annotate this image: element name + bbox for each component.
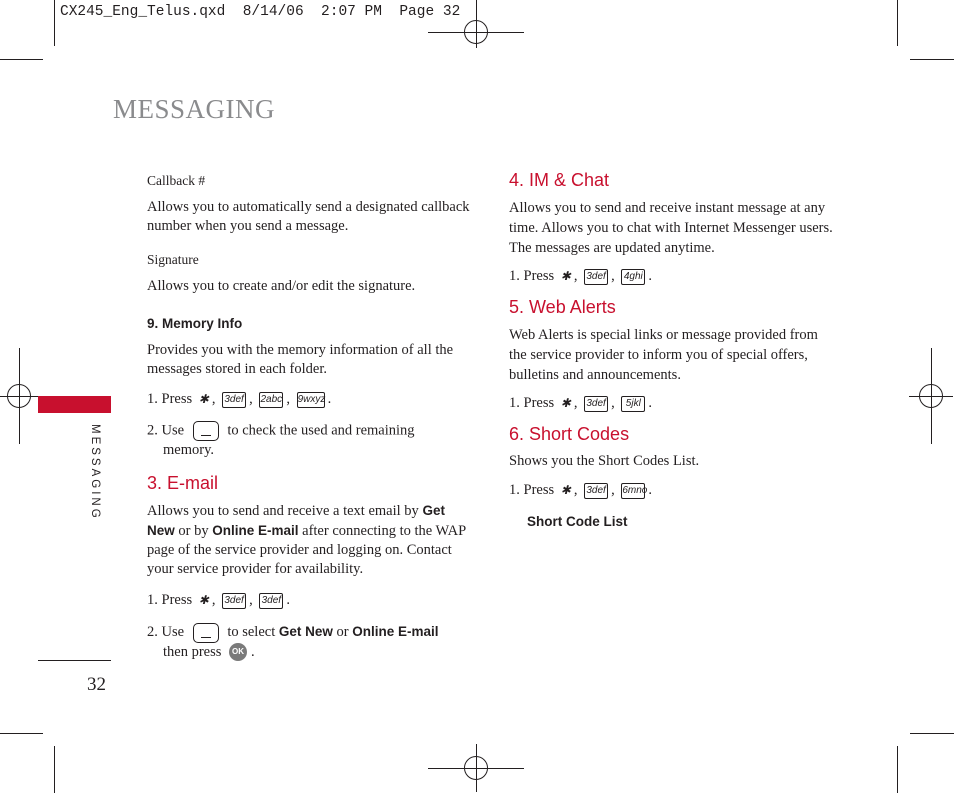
im-chat-step-text: 1. Press bbox=[509, 268, 555, 284]
section-title: MESSAGING bbox=[113, 94, 276, 124]
memory-step-2 bbox=[147, 421, 472, 460]
short-codes-step-text: 1. Press bbox=[509, 482, 555, 498]
memory-info-heading: 9. Memory Info bbox=[147, 316, 243, 331]
left-column bbox=[147, 171, 472, 662]
email-body-2: or by bbox=[178, 523, 209, 539]
crop-mark-top-left-v bbox=[54, 0, 55, 46]
im-chat-body: Allows you to send and receive instant message at any time. Allows you to chat with Internet Messenger users. The messages are updated anytime. bbox=[509, 200, 833, 256]
web-alerts-step: 1. Press ✱ , 3def , 5jkl . bbox=[509, 395, 652, 411]
email-step-1-text: 1. Press bbox=[147, 592, 193, 608]
memory-step-2-lead: 2. Use bbox=[147, 422, 185, 439]
callback-heading: Callback # bbox=[147, 173, 206, 188]
soft-key-icon: ✱ bbox=[560, 396, 571, 410]
email-step-2-lead: 2. Use bbox=[147, 624, 185, 640]
email-body bbox=[147, 501, 472, 579]
short-codes-step: 1. Press ✱ , 3def , 6mno. bbox=[509, 482, 652, 498]
email-step-2-end: then press bbox=[163, 643, 222, 660]
soft-key-icon: ✱ bbox=[560, 483, 571, 497]
page-number-rule bbox=[38, 660, 111, 661]
im-chat-heading: 4. IM & Chat bbox=[509, 170, 610, 190]
key-5-icon: 5jkl bbox=[621, 396, 645, 412]
soft-key-icon: ✱ bbox=[560, 269, 571, 283]
key-6-icon: 6mno bbox=[621, 483, 645, 499]
email-body-1: Allows you to send and receive a text email by bbox=[147, 503, 419, 519]
crop-mark-bottom-right-h bbox=[910, 733, 954, 734]
key-3-icon: 3def bbox=[222, 593, 246, 609]
key-9-icon: 9wxyz bbox=[297, 392, 325, 408]
key-3-icon: 3def bbox=[584, 483, 608, 499]
web-alerts-step-text: 1. Press bbox=[509, 395, 555, 411]
email-step-1: 1. Press ✱ , 3def , 3def . bbox=[147, 592, 290, 608]
short-code-list-label: Short Code List bbox=[527, 514, 628, 529]
web-alerts-body: Web Alerts is special links or message provided from the service provider to inform you of special offers, bulletins and announcements. bbox=[509, 327, 818, 383]
soft-key-icon: ✱ bbox=[198, 392, 209, 406]
crop-mark-top-left-h bbox=[0, 59, 43, 60]
memory-step-1: 1. Press ✱ , 3def , 2abc , 9wxyz . bbox=[147, 391, 332, 407]
memory-step-1-text: 1. Press bbox=[147, 391, 193, 407]
signature-heading: Signature bbox=[147, 252, 199, 267]
crop-mark-bottom-right-v bbox=[897, 746, 898, 793]
email-body-3: after connecting to the WAP page of the service provider and logging on. Contact your service provider for availability. bbox=[147, 523, 466, 577]
web-alerts-heading: 5. Web Alerts bbox=[509, 297, 616, 317]
email-step-2-online: Online E-mail bbox=[352, 624, 439, 639]
short-codes-body: Shows you the Short Codes List. bbox=[509, 453, 700, 469]
short-codes-heading: 6. Short Codes bbox=[509, 424, 630, 444]
callback-body: Allows you to automatically send a designated callback number when you send a message. bbox=[147, 199, 470, 234]
side-tab-label: MESSAGING bbox=[89, 424, 101, 521]
signature-body: Allows you to create and/or edit the signature. bbox=[147, 278, 416, 294]
crop-mark-bottom-left-h bbox=[0, 733, 43, 734]
email-get-new: Get New bbox=[147, 503, 445, 538]
crop-mark-top-right-v bbox=[897, 0, 898, 46]
navigation-key-icon bbox=[193, 421, 219, 441]
email-step-2-or: or bbox=[336, 624, 349, 640]
key-3-icon: 3def bbox=[222, 392, 246, 408]
right-column bbox=[509, 171, 839, 531]
memory-step-2-end: memory. bbox=[163, 442, 215, 458]
soft-key-icon: ✱ bbox=[198, 593, 209, 607]
section-tab-marker bbox=[38, 396, 111, 413]
print-slug-line: CX245_Eng_Telus.qxd 8/14/06 2:07 PM Page 32 bbox=[60, 4, 461, 20]
key-3-icon: 3def bbox=[259, 593, 283, 609]
ok-key-icon: OK bbox=[229, 643, 247, 661]
crop-mark-top-right-h bbox=[910, 59, 954, 60]
key-3-icon: 3def bbox=[584, 269, 608, 285]
im-chat-step: 1. Press ✱ , 3def , 4ghi . bbox=[509, 268, 652, 284]
email-heading: 3. E-mail bbox=[147, 473, 219, 493]
page-number: 32 bbox=[87, 674, 106, 695]
email-step-2-text: to select bbox=[227, 624, 276, 640]
key-2-icon: 2abc bbox=[259, 392, 283, 408]
email-online: Online E-mail bbox=[212, 523, 299, 538]
crop-mark-bottom-left-v bbox=[54, 746, 55, 793]
navigation-key-icon bbox=[193, 623, 219, 643]
memory-info-body: Provides you with the memory information of all the messages stored in each folder. bbox=[147, 342, 454, 377]
key-4-icon: 4ghi bbox=[621, 269, 645, 285]
key-3-icon: 3def bbox=[584, 396, 608, 412]
memory-step-2-text: to check the used and remaining bbox=[227, 422, 415, 439]
email-step-2-get-new: Get New bbox=[278, 624, 333, 639]
email-step-2: 2. Use to select Get New or Online E-mail then press OK . bbox=[147, 624, 439, 660]
